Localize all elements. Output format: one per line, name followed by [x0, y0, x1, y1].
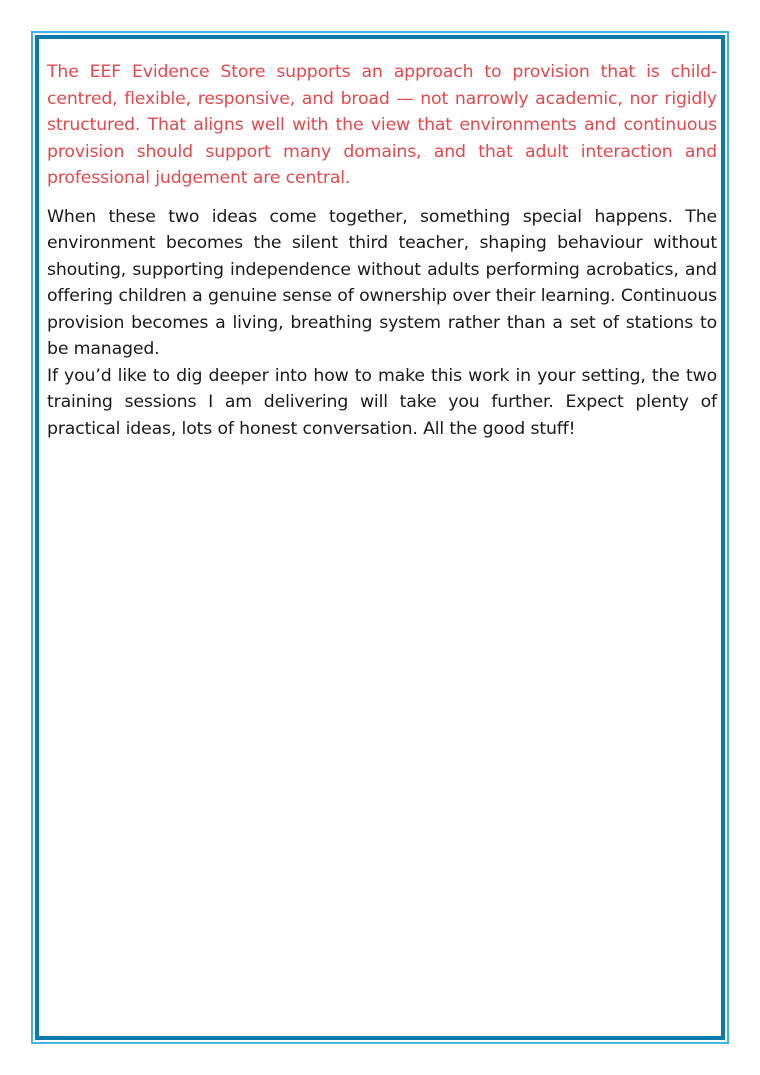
document-content: [47, 59, 717, 442]
page-frame-inner: [35, 35, 725, 1040]
page-frame-outer: [31, 31, 729, 1044]
body-paragraph-2: If you’d like to dig deeper into how to make this work in your setting, the two training sessions I am delivering will take you further. Expect plenty of practical ideas, lots of honest conversation. All the good stuff!: [47, 365, 717, 439]
intro-paragraph: The EEF Evidence Store supports an approach to provision that is child-centred, flexible, responsive, and broad — not narrowly academic, nor rigidly structured. That aligns well with the view that environments and continuous provision should support many domains, and that adult interaction and professional judgement are central.: [47, 62, 717, 188]
body-paragraph-1: When these two ideas come together, something special happens. The environment becomes the silent third teacher, shaping behaviour without shouting, supporting independence without adults performing acrobatics, and offering children a genuine sense of ownership over their learning. Continuous provision becomes a living, breathing system rather than a set of stations to be managed.: [47, 206, 717, 359]
